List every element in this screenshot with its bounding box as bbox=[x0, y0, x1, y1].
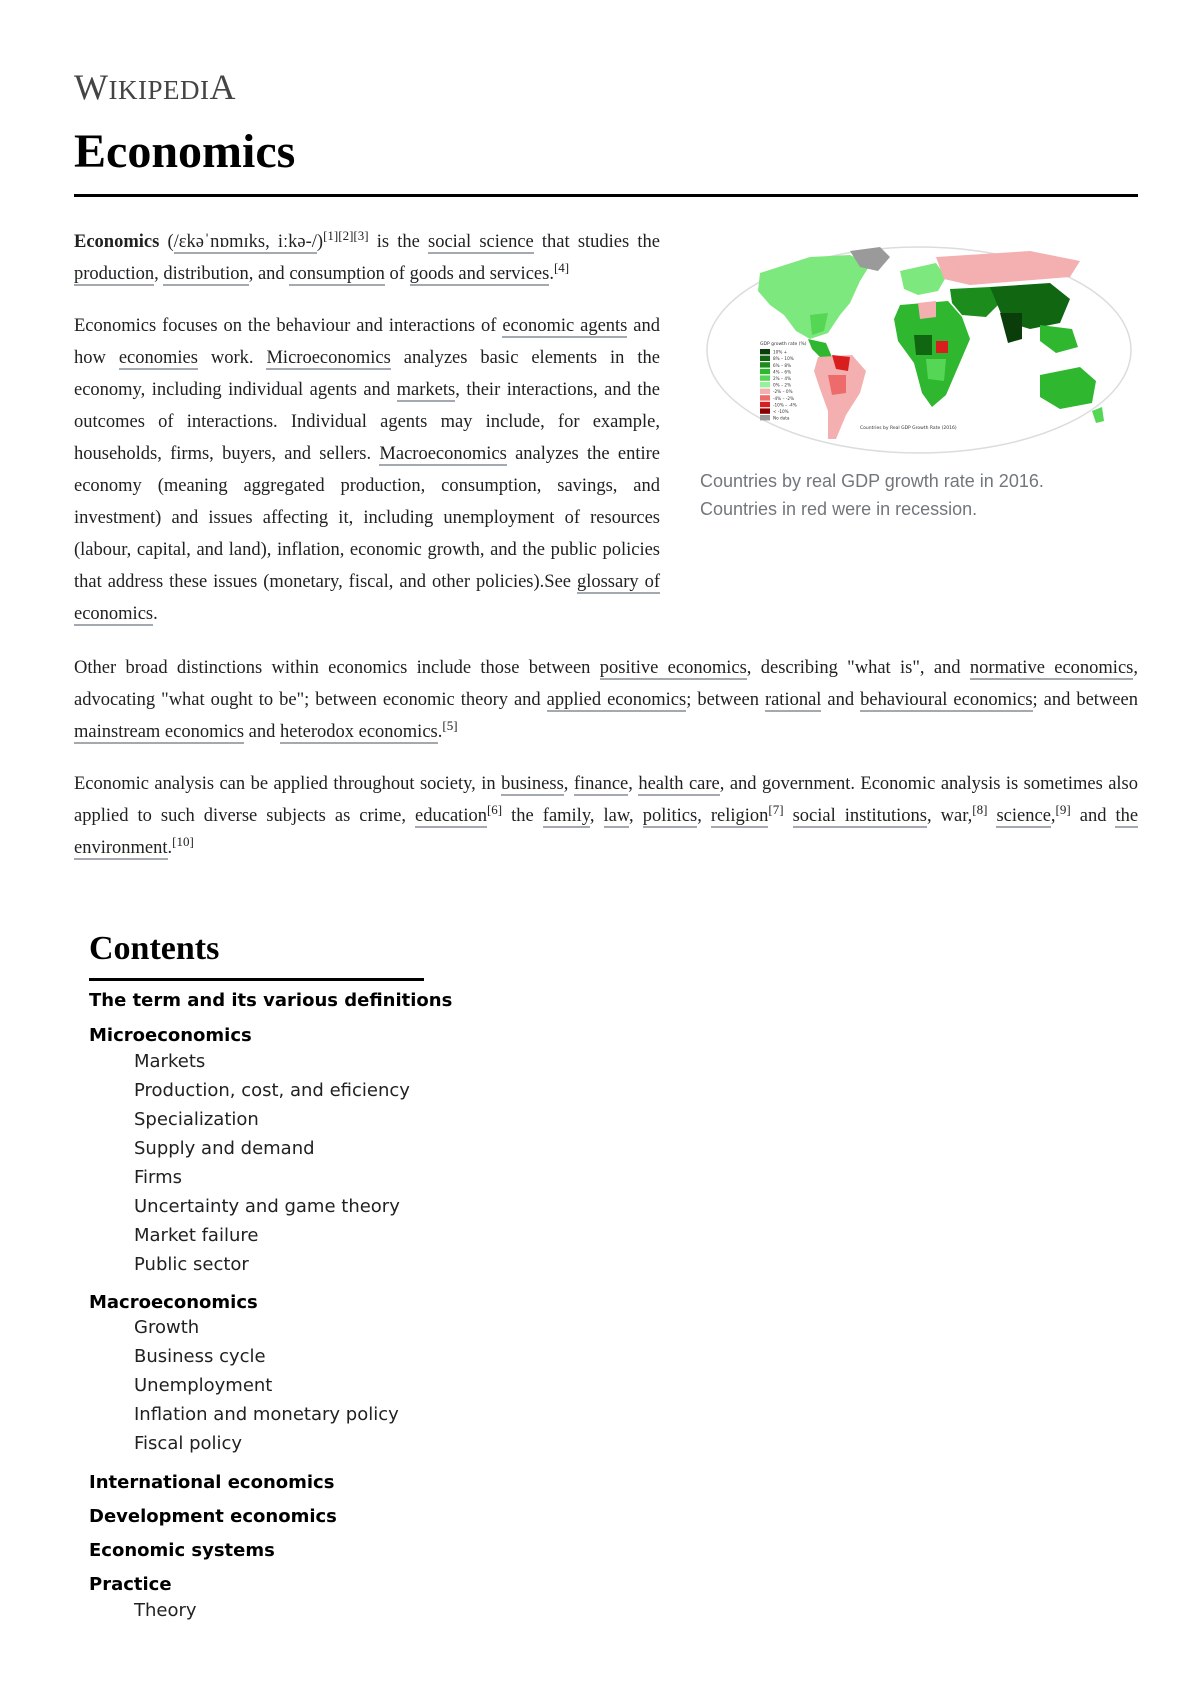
link-politics[interactable]: politics bbox=[642, 806, 698, 826]
toc-subitem-firms[interactable]: Firms bbox=[134, 1167, 183, 1188]
toc-subitem-public-sector[interactable]: Public sector bbox=[134, 1254, 249, 1275]
link-science[interactable]: science bbox=[996, 806, 1051, 826]
legend-swatch bbox=[760, 402, 770, 407]
text: ( bbox=[159, 232, 174, 252]
legend-swatch bbox=[760, 369, 770, 374]
citation-ref[interactable]: [9] bbox=[1055, 801, 1071, 817]
link-the-environment[interactable]: the environment bbox=[74, 806, 1139, 858]
link-distribution[interactable]: distribution bbox=[163, 264, 249, 284]
text: , bbox=[154, 264, 164, 284]
text: and bbox=[1070, 806, 1116, 826]
legend-label: -2% – 0% bbox=[773, 389, 793, 395]
text: . bbox=[437, 722, 443, 742]
link-mainstream-economics[interactable]: mainstream economics bbox=[74, 722, 245, 742]
text: , bbox=[563, 774, 574, 794]
map-title: Countries by Real GDP Growth Rate (2016) bbox=[860, 426, 957, 431]
link-rational[interactable]: rational bbox=[764, 690, 822, 710]
link-macroeconomics[interactable]: Macroeconomics bbox=[379, 444, 507, 464]
toc-item-microeconomics[interactable]: Microeconomics bbox=[89, 1025, 252, 1046]
toc-divider bbox=[89, 978, 424, 981]
lead-term: Economics bbox=[74, 232, 160, 252]
link-health-care[interactable]: health care bbox=[638, 774, 720, 794]
legend-label: No data bbox=[773, 415, 790, 421]
legend-swatch bbox=[760, 395, 770, 400]
toc-item-international-economics[interactable]: International economics bbox=[89, 1472, 335, 1493]
link-glossary-of-economics[interactable]: glossary of economics bbox=[74, 572, 660, 624]
text: , and bbox=[248, 264, 290, 284]
link-finance[interactable]: finance bbox=[573, 774, 629, 794]
text: , describing "what is", and bbox=[746, 658, 970, 678]
toc-item-economic-systems[interactable]: Economic systems bbox=[89, 1540, 275, 1561]
link-family[interactable]: family bbox=[542, 806, 590, 826]
toc-subitem-markets[interactable]: Markets bbox=[134, 1051, 206, 1072]
text: analyzes the entire economy (meaning aggregated production, consumption, savings, and investment) and issues affecting it, including unemployment of resources (labour, capital, and land), inflation, economic growth, and the public policies that address these issues (monetary, fiscal, and other policies).See bbox=[74, 444, 660, 592]
text: of bbox=[384, 264, 410, 284]
toc-subitem-growth[interactable]: Growth bbox=[134, 1317, 200, 1338]
text: Economic analysis can be applied throughout society, in bbox=[74, 774, 502, 794]
toc-subitem-specialization[interactable]: Specialization bbox=[134, 1109, 259, 1130]
toc-subitem-theory[interactable]: Theory bbox=[134, 1600, 197, 1621]
legend-swatch bbox=[760, 415, 770, 420]
link-markets[interactable]: markets bbox=[396, 380, 456, 400]
citation-ref[interactable]: [6] bbox=[486, 801, 503, 817]
legend-label: 6% – 8% bbox=[773, 362, 792, 368]
text: is the bbox=[368, 232, 428, 252]
legend-label: 0% – 2% bbox=[773, 382, 792, 388]
wikipedia-logo[interactable]: WIKIPEDIA bbox=[74, 67, 236, 107]
text: , their interactions, and the outcomes of interactions. Individual agents may include, for example, households, firms, buyers, and sellers. bbox=[74, 380, 660, 464]
legend-label: 8% – 10% bbox=[773, 356, 794, 362]
toc-title: Contents bbox=[89, 930, 220, 967]
text: that studies the bbox=[533, 232, 660, 252]
world-gdp-map-image[interactable] bbox=[700, 243, 1138, 457]
text: , and government. Economic analysis is sometimes also applied to such diverse subjects as crime, bbox=[74, 774, 1138, 826]
text: and bbox=[244, 722, 281, 742]
toc-subitem-inflation[interactable]: Inflation and monetary policy bbox=[134, 1404, 399, 1425]
toc-item-practice[interactable]: Practice bbox=[89, 1574, 172, 1595]
legend-label: < -10% bbox=[773, 409, 789, 414]
toc-subitem-supply-demand[interactable]: Supply and demand bbox=[134, 1138, 315, 1159]
legend-swatch bbox=[760, 408, 770, 413]
text: analyzes basic elements in the economy, including individual agents and bbox=[74, 348, 660, 400]
link-goods-and-services[interactable]: goods and services bbox=[409, 264, 550, 284]
page-title: Economics bbox=[74, 125, 296, 178]
toc-subitem-unemployment[interactable]: Unemployment bbox=[134, 1375, 273, 1396]
legend-label: -10% – -4% bbox=[773, 402, 797, 408]
link-economies[interactable]: economies bbox=[118, 348, 198, 368]
text: Other broad distinctions within economics include those between bbox=[74, 658, 600, 678]
toc-subitem-uncertainty[interactable]: Uncertainty and game theory bbox=[134, 1196, 400, 1217]
legend-swatch bbox=[760, 356, 770, 361]
text: , bbox=[628, 774, 639, 794]
legend-label: 4% – 6% bbox=[773, 369, 792, 375]
text bbox=[784, 806, 793, 826]
text: , war, bbox=[927, 806, 973, 826]
link-business[interactable]: business bbox=[501, 774, 564, 794]
text: ; and between bbox=[1032, 690, 1138, 710]
toc-item-macroeconomics[interactable]: Macroeconomics bbox=[89, 1292, 258, 1313]
link-heterodox-economics[interactable]: heterodox economics bbox=[280, 722, 438, 742]
title-divider bbox=[74, 194, 1138, 197]
citation-ref[interactable]: [7] bbox=[768, 801, 784, 817]
link-religion[interactable]: religion bbox=[710, 806, 769, 826]
citation-ref[interactable]: [4] bbox=[553, 259, 570, 275]
text: . bbox=[167, 838, 173, 858]
link-normative-economics[interactable]: normative economics bbox=[969, 658, 1134, 678]
lead-paragraph bbox=[74, 226, 660, 290]
legend-swatch bbox=[760, 389, 770, 394]
pronunciation-link[interactable]: /ɛkəˈnɒmɪks, iːkə-/ bbox=[173, 232, 317, 252]
text: , bbox=[629, 806, 643, 826]
toc-subitem-business-cycle[interactable]: Business cycle bbox=[134, 1346, 266, 1367]
text: . bbox=[549, 264, 554, 284]
text: , bbox=[589, 806, 604, 826]
legend-label: 2% – 4% bbox=[773, 376, 792, 381]
citation-ref[interactable]: [10] bbox=[172, 833, 194, 849]
toc-item-term-definitions[interactable]: The term and its various definitions bbox=[89, 990, 453, 1011]
link-social-science[interactable]: social science bbox=[428, 232, 534, 252]
paragraph-economics-focus bbox=[74, 310, 660, 630]
link-production[interactable]: production bbox=[74, 264, 155, 284]
text: and how bbox=[74, 316, 660, 368]
text: , advocating "what ought to be"; between economic theory and bbox=[74, 658, 1138, 710]
text: and bbox=[821, 690, 861, 710]
citation-ref[interactable]: [1][2][3] bbox=[323, 227, 369, 243]
link-behavioural-economics[interactable]: behavioural economics bbox=[860, 690, 1033, 710]
legend-swatch bbox=[760, 362, 770, 367]
figure-caption bbox=[700, 467, 1138, 523]
legend-swatch bbox=[760, 382, 770, 387]
text: work. bbox=[197, 348, 267, 368]
link-microeconomics[interactable]: Microeconomics bbox=[266, 348, 391, 368]
text: ) bbox=[316, 232, 324, 252]
toc-subitem-market-failure[interactable]: Market failure bbox=[134, 1225, 259, 1246]
link-education[interactable]: education bbox=[415, 806, 487, 826]
legend-label: -4% – -2% bbox=[773, 395, 795, 401]
gdp-growth-map-figure bbox=[700, 243, 1138, 523]
text: Economics focuses on the behaviour and interactions of bbox=[74, 316, 503, 336]
toc-subitem-fiscal-policy[interactable]: Fiscal policy bbox=[134, 1433, 243, 1454]
link-applied-economics[interactable]: applied economics bbox=[546, 690, 687, 710]
legend-label: 10% + bbox=[773, 349, 788, 355]
caption-line: Countries by real GDP growth rate in 2016. bbox=[700, 471, 1044, 491]
legend-swatch bbox=[760, 349, 770, 354]
legend-swatch bbox=[760, 375, 770, 380]
link-positive-economics[interactable]: positive economics bbox=[599, 658, 747, 678]
text: , bbox=[697, 806, 711, 826]
citation-ref[interactable]: [8] bbox=[972, 801, 988, 817]
text: . bbox=[153, 604, 158, 624]
link-law[interactable]: law bbox=[603, 806, 630, 826]
caption-line: Countries in red were in recession. bbox=[700, 499, 978, 519]
link-social-institutions[interactable]: social institutions bbox=[792, 806, 928, 826]
text: the bbox=[502, 806, 543, 826]
toc-item-development-economics[interactable]: Development economics bbox=[89, 1506, 337, 1527]
citation-ref[interactable]: [5] bbox=[442, 717, 458, 733]
toc-subitem-production-cost[interactable]: Production, cost, and eficiency bbox=[134, 1080, 410, 1101]
text: , bbox=[1050, 806, 1056, 826]
paragraph-distinctions bbox=[74, 652, 1138, 748]
link-economic-agents[interactable]: economic agents bbox=[502, 316, 628, 336]
link-consumption[interactable]: consumption bbox=[289, 264, 385, 284]
paragraph-economic-analysis bbox=[74, 768, 1138, 864]
text: ; between bbox=[686, 690, 765, 710]
map-legend-title: GDP growth rate (%) bbox=[760, 342, 807, 347]
